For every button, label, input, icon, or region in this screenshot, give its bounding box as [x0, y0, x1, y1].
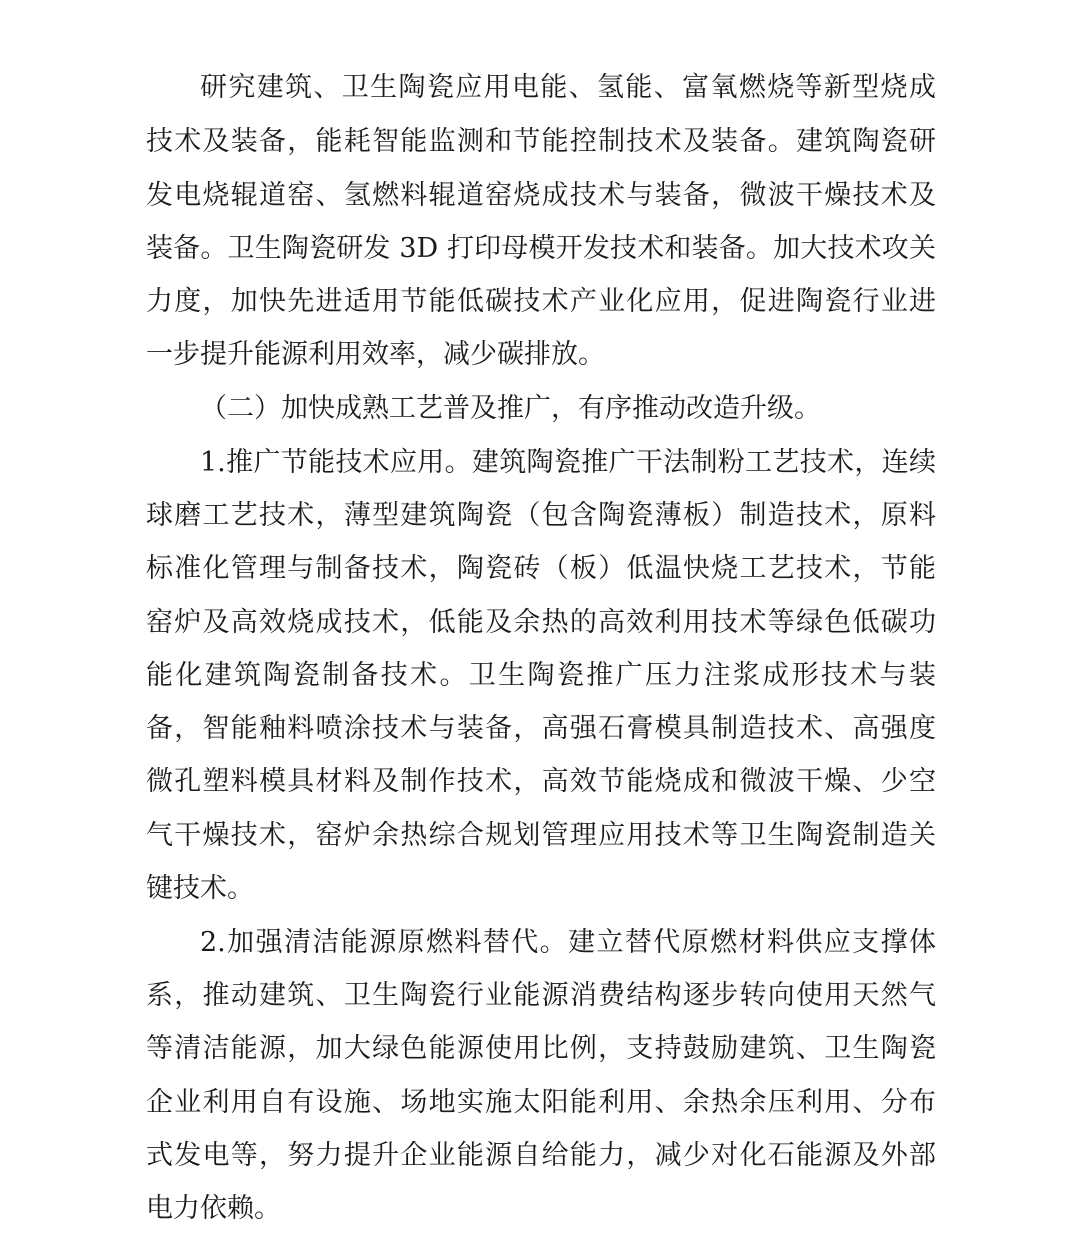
paragraph-line: 一步提升能源利用效率，减少碳排放。 — [146, 339, 605, 370]
paragraph-line: 2.加强清洁能源原燃料替代。建立替代原燃材料供应支撑体 — [200, 927, 936, 958]
paragraph-line: 发电烧辊道窑、氢燃料辊道窑烧成技术与装备，微波干燥技术及 — [146, 180, 936, 211]
paragraph-line: 企业利用自有设施、场地实施太阳能利用、余热余压利用、分布 — [146, 1087, 936, 1118]
paragraph-line: 标准化管理与制备技术，陶瓷砖（板）低温快烧工艺技术，节能 — [146, 553, 936, 584]
paragraph-line: 窑炉及高效烧成技术，低能及余热的高效利用技术等绿色低碳功 — [146, 607, 936, 638]
paragraph-line: 研究建筑、卫生陶瓷应用电能、氢能、富氧燃烧等新型烧成 — [200, 72, 936, 103]
paragraph-line: 能化建筑陶瓷制备技术。卫生陶瓷推广压力注浆成形技术与装 — [146, 660, 936, 691]
paragraph-line: 电力依赖。 — [146, 1193, 281, 1224]
paragraph-line: 键技术。 — [146, 873, 254, 904]
paragraph-line: 等清洁能源，加大绿色能源使用比例，支持鼓励建筑、卫生陶瓷 — [146, 1033, 936, 1064]
paragraph-line: 系，推动建筑、卫生陶瓷行业能源消费结构逐步转向使用天然气 — [146, 980, 936, 1011]
section-heading: （二）加快成熟工艺普及推广，有序推动改造升级。 — [200, 393, 821, 424]
paragraph-line: 式发电等，努力提升企业能源自给能力，减少对化石能源及外部 — [146, 1140, 936, 1171]
paragraph-line: 力度，加快先进适用节能低碳技术产业化应用，促进陶瓷行业进 — [146, 286, 936, 317]
paragraph-line: 技术及装备，能耗智能监测和节能控制技术及装备。建筑陶瓷研 — [146, 126, 936, 157]
paragraph-line: 备，智能釉料喷涂技术与装备，高强石膏模具制造技术、高强度 — [146, 713, 936, 744]
paragraph-line: 微孔塑料模具材料及制作技术，高效节能烧成和微波干燥、少空 — [146, 766, 936, 797]
paragraph-line: 气干燥技术，窑炉余热综合规划管理应用技术等卫生陶瓷制造关 — [146, 820, 936, 851]
paragraph-line: 球磨工艺技术，薄型建筑陶瓷（包含陶瓷薄板）制造技术，原料 — [146, 500, 936, 531]
paragraph-line: 1.推广节能技术应用。建筑陶瓷推广干法制粉工艺技术，连续 — [200, 447, 936, 478]
paragraph-line: 装备。卫生陶瓷研发 3D 打印母模开发技术和装备。加大技术攻关 — [146, 233, 936, 264]
